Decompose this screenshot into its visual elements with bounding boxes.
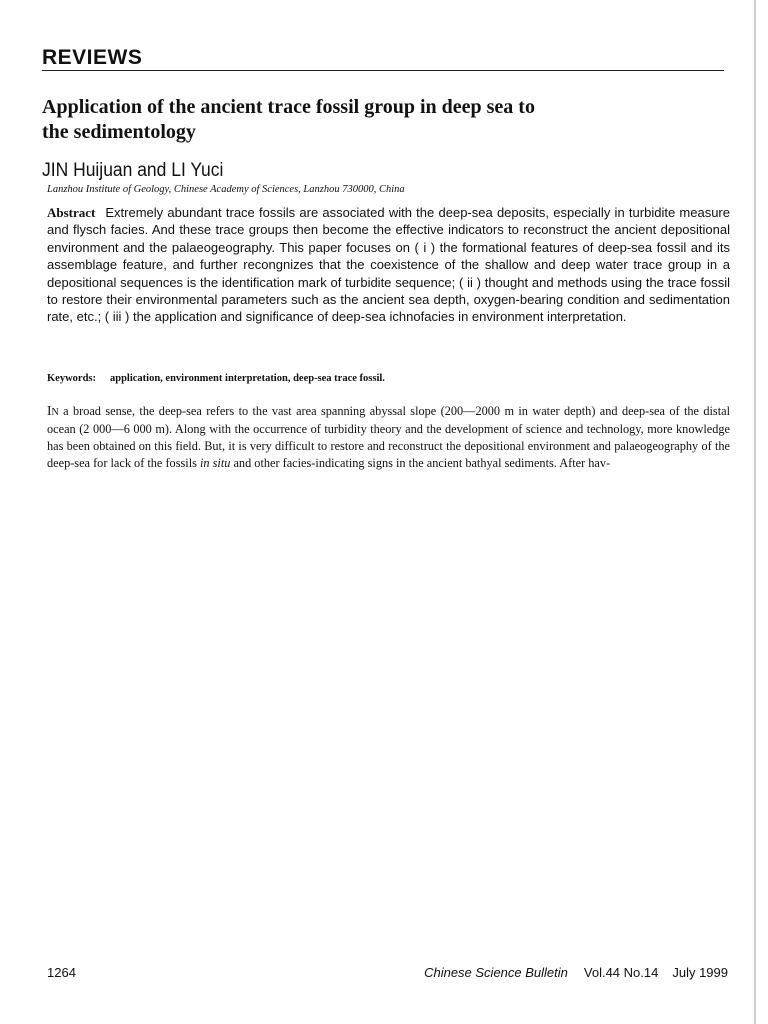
body-text-part-1: a broad sense, the deep-sea refers to the vast area spanning abyssal slope (200—2000 m in water depth) and deep-sea of the distal ocean (2 000—6 000 m). Along with the occurrence of turbidity theory and the development of science and technology, more knowledge has been obtained on this field. But, it is very difficult to restore and reconstruct the depositional environment and palaeogeography of the deep-sea for lack of the fossils <box>47 404 730 470</box>
journal-issue: Vol.44 No.14 <box>583 965 659 980</box>
journal-name: Chinese Science Bulletin <box>424 965 568 980</box>
abstract-text: Extremely abundant trace fossils are associated with the deep-sea deposits, especially in turbidite measure and flysch facies. And these trace groups then become the effective indicators to reconstruct the ancient depositional environment and the palaeogeography. This paper focuses on ( i ) the formational features of deep-sea fossil and its assemblage feature, and further recongnizes that the coexistence of the shallow and deep water trace group in a depositional sequences is the identification mark of turbidite sequence; ( ii ) thought and methods using the trace fossil to restore their environmental parameters such as the ancient sea depth, oxygen-bearing condition and sedimentation rate, etc.; ( iii ) the application and significance of deep-sea ichnofacies in environment interpretation. <box>47 205 730 325</box>
body-text-part-2: and other facies-indicating signs in the ancient bathyal sediments. After hav- <box>230 456 611 470</box>
keywords <box>47 373 385 384</box>
body-paragraph <box>47 402 730 472</box>
title-line-2: the sedimentology <box>42 121 196 143</box>
footer-journal-info <box>424 965 728 980</box>
affiliation: Lanzhou Institute of Geology, Chinese Academy of Sciences, Lanzhou 730000, China <box>47 184 405 195</box>
abstract-label: Abstract <box>47 205 96 220</box>
journal-date: July 1999 <box>672 965 728 980</box>
section-label: REVIEWS <box>42 46 143 69</box>
authors: JIN Huijuan and LI Yuci <box>42 160 224 181</box>
page-number: 1264 <box>47 965 76 980</box>
page-edge <box>754 0 756 1024</box>
body-text-italic: in situ <box>199 456 231 470</box>
small-cap: N <box>51 407 59 418</box>
section-rule <box>42 70 724 71</box>
keywords-text: application, environment interpretation, deep-sea trace fossil. <box>110 373 385 384</box>
keywords-label: Keywords: <box>47 373 96 384</box>
abstract <box>47 204 730 326</box>
article-title <box>42 95 702 145</box>
drop-cap: I <box>47 403 52 418</box>
title-line-1: Application of the ancient trace fossil group in deep sea to <box>42 96 535 118</box>
